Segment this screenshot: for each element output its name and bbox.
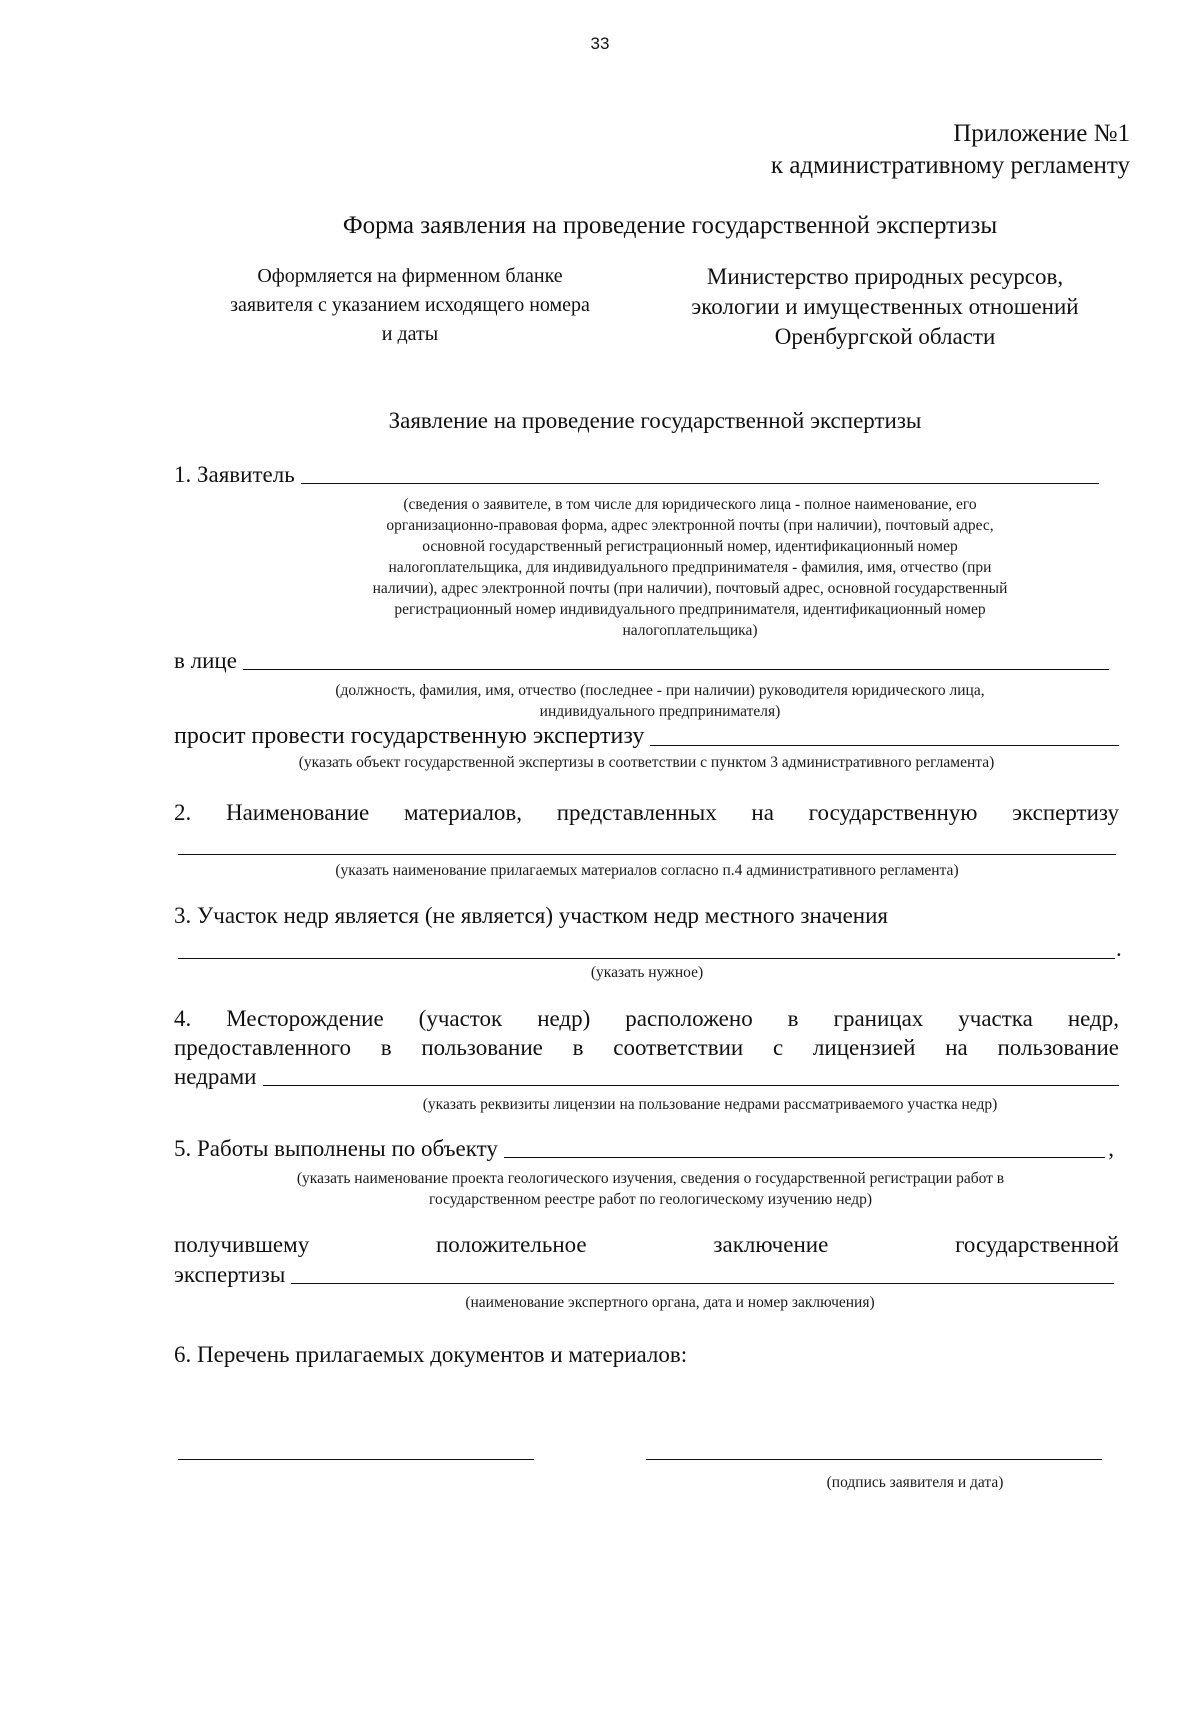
hint-line: (должность, фамилия, имя, отчество (последнее - при наличии) руководителя юридического лица, — [335, 682, 985, 699]
works-label: 5. Работы выполнены по объекту — [174, 1136, 498, 1161]
local-subsoil-hint: (указать нужное) — [590, 964, 704, 981]
attachments-label: 6. Перечень прилагаемых документов и материалов: — [174, 1342, 688, 1367]
request-row — [174, 723, 1119, 750]
form-title: Форма заявления на проведение государственной экспертизы — [342, 212, 998, 239]
local-subsoil-label: 3. Участок недр является (не является) участком недр местного значения — [174, 903, 888, 928]
letterhead-note — [180, 262, 640, 349]
addressee-line: Министерство природных ресурсов, — [706, 264, 1064, 289]
hint-line: налогоплательщика, для индивидуального предпринимателя - фамилия, имя, отчество (при — [388, 559, 992, 576]
attachments-field[interactable] — [178, 1459, 534, 1460]
letterhead-note-line: Оформляется на фирменном бланке — [257, 265, 563, 287]
works-comma: , — [1108, 1136, 1114, 1161]
local-subsoil-period: . — [1116, 936, 1122, 961]
addressee-line: экологии и имущественных отношений — [691, 294, 1079, 319]
request-hint: (указать объект государственной экспертизы в соответствии с пунктом 3 административного регламента) — [298, 754, 995, 771]
representative-row — [174, 648, 1109, 674]
applicant-field[interactable] — [301, 482, 1099, 484]
expert-body-label: экспертизы — [174, 1262, 286, 1287]
license-label: недрами — [174, 1064, 257, 1089]
addressee — [650, 262, 1120, 352]
applicant-hint — [250, 494, 1130, 641]
works-object-field[interactable] — [504, 1156, 1105, 1158]
deposit-line-1: 4. Месторождение (участок недр) расположено в границах участка недр, — [174, 1006, 1119, 1031]
hint-line: наличии), адрес электронной почты (при наличии), почтовый адрес, основной государственный — [372, 580, 1008, 597]
deposit-line-2: предоставленного в пользование в соответствии с лицензией на пользование — [174, 1035, 1119, 1060]
signature-hint: (подпись заявителя и дата) — [826, 1474, 1004, 1491]
expert-body-field[interactable] — [291, 1282, 1114, 1284]
expert-body-row — [174, 1262, 1114, 1288]
representative-hint — [200, 680, 1120, 722]
applicant-row — [174, 462, 1099, 488]
addressee-line: Оренбургской области — [774, 324, 996, 349]
hint-line: организационно-правовая форма, адрес электронной почты (при наличии), почтовый адрес, — [386, 517, 994, 534]
materials-hint: (указать наименование прилагаемых материалов согласно п.4 административного регламента) — [335, 862, 959, 879]
appendix-subtitle: к административному регламенту — [770, 152, 1130, 179]
license-row — [174, 1064, 1119, 1090]
materials-field[interactable] — [178, 854, 1116, 855]
local-subsoil-row — [174, 903, 1119, 929]
hint-line: (сведения о заявителе, в том числе для юридического лица - полное наименование, его — [403, 496, 977, 513]
representative-field[interactable] — [243, 668, 1109, 670]
appendix-header — [771, 118, 1130, 182]
license-field[interactable] — [263, 1084, 1120, 1086]
hint-line: налогоплательщика) — [622, 622, 758, 639]
applicant-label: 1. Заявитель — [174, 462, 295, 487]
letterhead-note-line: заявителя с указанием исходящего номера — [230, 294, 590, 316]
hint-line: государственном реестре работ по геологическому изучению недр) — [428, 1191, 873, 1208]
document-title: Заявление на проведение государственной экспертизы — [388, 408, 922, 433]
representative-label: в лице — [174, 648, 237, 673]
letterhead-note-line: и даты — [381, 323, 439, 345]
materials-label: 2. Наименование материалов, представленных на государственную экспертизу — [174, 800, 1119, 825]
local-subsoil-field[interactable] — [178, 958, 1115, 959]
hint-line: основной государственный регистрационный номер, идентификационный номер — [422, 538, 958, 555]
expert-body-hint: (наименование экспертного органа, дата и номер заключения) — [465, 1294, 875, 1311]
conclusion-line-1: получившему положительное заключение государственной — [174, 1232, 1119, 1257]
request-label: просит провести государственную экспертизу — [174, 723, 645, 749]
hint-line: (указать наименование проекта геологического изучения, сведения о государственной регистрации работ в — [296, 1170, 1005, 1187]
page-number: 33 — [590, 34, 610, 53]
signature-field[interactable] — [646, 1459, 1102, 1460]
expertise-object-field[interactable] — [650, 744, 1119, 746]
works-row — [174, 1136, 1114, 1162]
appendix-title: Приложение №1 — [953, 120, 1130, 147]
works-hint — [178, 1168, 1123, 1210]
hint-line: индивидуального предпринимателя) — [539, 703, 781, 720]
hint-line: регистрационный номер индивидуального предпринимателя, идентификационный номер — [394, 601, 986, 618]
license-hint: (указать реквизиты лицензии на пользование недрами рассматриваемого участка недр) — [422, 1096, 998, 1113]
attachments-row — [174, 1342, 1119, 1368]
